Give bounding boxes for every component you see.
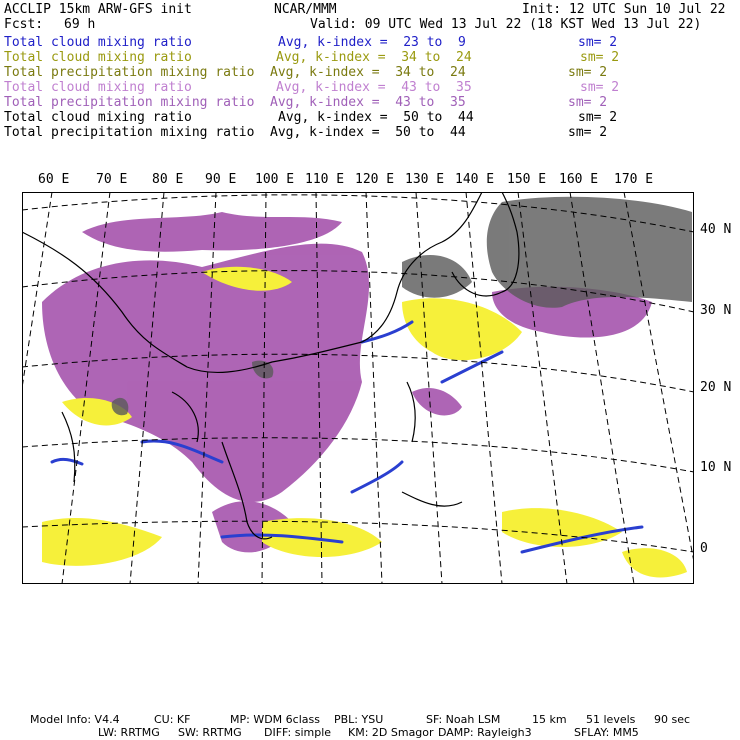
init-time: Init: 12 UTC Sun 10 Jul 22 bbox=[522, 2, 726, 17]
footer-damp: DAMP: Rayleigh3 bbox=[438, 726, 532, 739]
forecast-hours: 69 h bbox=[64, 17, 96, 32]
footer-pbl: PBL: YSU bbox=[334, 713, 384, 726]
valid-time: Valid: 09 UTC Wed 13 Jul 22 (18 KST Wed 13 Jul 22) bbox=[310, 17, 702, 32]
footer-km: KM: 2D Smagor bbox=[348, 726, 434, 739]
legend-field-3: Total precipitation mixing ratio bbox=[4, 65, 255, 80]
footer-lw: LW: RRTMG bbox=[98, 726, 160, 739]
legend-field-5: Total precipitation mixing ratio bbox=[4, 95, 255, 110]
legend-field-6: Total cloud mixing ratio bbox=[4, 110, 192, 125]
forecast-label: Fcst: bbox=[4, 17, 44, 32]
legend-avg-5: Avg, k-index = 43 to 35 bbox=[270, 95, 466, 110]
footer-timestep: 90 sec bbox=[654, 713, 691, 726]
footer-model-info: Model Info: V4.4 bbox=[30, 713, 120, 726]
lon-label-90e: 90 E bbox=[205, 172, 237, 187]
lon-label-130e: 130 E bbox=[405, 172, 445, 187]
legend-avg-6: Avg, k-index = 50 to 44 bbox=[278, 110, 474, 125]
chart-title: ACCLIP 15km ARW-GFS init bbox=[4, 2, 192, 17]
lon-label-100e: 100 E bbox=[255, 172, 295, 187]
lat-label-30n: 30 N bbox=[700, 303, 732, 318]
lon-label-160e: 160 E bbox=[559, 172, 599, 187]
footer-sw: SW: RRTMG bbox=[178, 726, 242, 739]
lat-label-0: 0 bbox=[700, 541, 708, 556]
lat-label-40n: 40 N bbox=[700, 222, 732, 237]
footer-sf: SF: Noah LSM bbox=[426, 713, 501, 726]
lon-label-80e: 80 E bbox=[152, 172, 184, 187]
legend-avg-4: Avg, k-index = 43 to 35 bbox=[276, 80, 472, 95]
footer-sflay: SFLAY: MM5 bbox=[574, 726, 639, 739]
footer-resolution: 15 km bbox=[532, 713, 567, 726]
lon-label-170e: 170 E bbox=[614, 172, 654, 187]
lon-label-60e: 60 E bbox=[38, 172, 70, 187]
footer-levels: 51 levels bbox=[586, 713, 636, 726]
lon-label-120e: 120 E bbox=[355, 172, 395, 187]
lon-label-150e: 150 E bbox=[507, 172, 547, 187]
legend-sm-7: sm= 2 bbox=[568, 125, 608, 140]
legend-avg-7: Avg, k-index = 50 to 44 bbox=[270, 125, 466, 140]
legend-sm-4: sm= 2 bbox=[580, 80, 620, 95]
org-label: NCAR/MMM bbox=[274, 2, 337, 17]
forecast-map bbox=[22, 192, 694, 584]
legend-avg-1: Avg, k-index = 23 to 9 bbox=[278, 35, 466, 50]
legend-sm-5: sm= 2 bbox=[568, 95, 608, 110]
legend-avg-3: Avg, k-index = 34 to 24 bbox=[270, 65, 466, 80]
footer-mp: MP: WDM 6class bbox=[230, 713, 320, 726]
legend-field-4: Total cloud mixing ratio bbox=[4, 80, 192, 95]
legend-sm-3: sm= 2 bbox=[568, 65, 608, 80]
footer-diff: DIFF: simple bbox=[264, 726, 332, 739]
lon-label-70e: 70 E bbox=[96, 172, 128, 187]
legend-avg-2: Avg, k-index = 34 to 24 bbox=[276, 50, 472, 65]
lon-label-110e: 110 E bbox=[305, 172, 345, 187]
legend-sm-2: sm= 2 bbox=[580, 50, 620, 65]
lon-label-140e: 140 E bbox=[455, 172, 495, 187]
lat-label-20n: 20 N bbox=[700, 380, 732, 395]
legend-sm-6: sm= 2 bbox=[578, 110, 618, 125]
legend-field-1: Total cloud mixing ratio bbox=[4, 35, 192, 50]
footer-cu: CU: KF bbox=[154, 713, 191, 726]
lat-label-10n: 10 N bbox=[700, 460, 732, 475]
legend-field-2: Total cloud mixing ratio bbox=[4, 50, 192, 65]
legend-field-7: Total precipitation mixing ratio bbox=[4, 125, 255, 140]
legend-sm-1: sm= 2 bbox=[578, 35, 618, 50]
